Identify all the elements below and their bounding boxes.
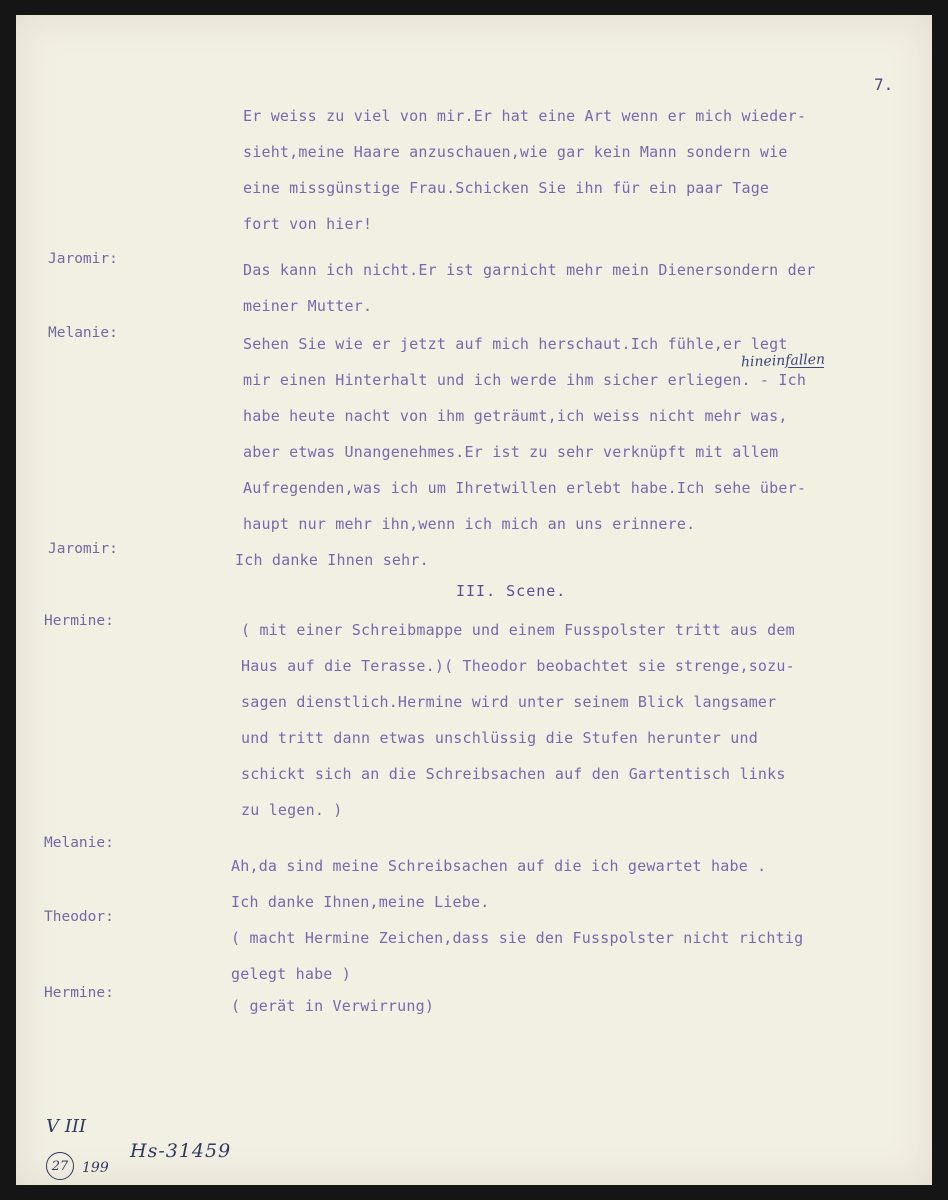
text-line: schickt sich an die Schreibsachen auf den Gartentisch links [241, 765, 786, 783]
speaker-label: Hermine: [44, 985, 114, 1001]
text-line: Das kann ich nicht.Er ist garnicht mehr mein Dienersondern der [243, 261, 816, 279]
text-line: ( mit einer Schreibmappe und einem Fusspolster tritt aus dem [241, 621, 795, 639]
archive-volume-mark: V III [46, 1116, 87, 1137]
text-line: eine missgünstige Frau.Schicken Sie ihn für ein paar Tage [243, 179, 770, 197]
page-number: 7. [874, 75, 894, 94]
speaker-label: Melanie: [44, 835, 114, 851]
scene-heading: III. Scene. [456, 582, 567, 600]
text-line: zu legen. ) [241, 801, 343, 819]
archive-folio: 199 [82, 1160, 109, 1176]
text-line: ( gerät in Verwirrung) [231, 997, 435, 1015]
text-line: ( macht Hermine Zeichen,dass sie den Fusspolster nicht richtig [231, 929, 804, 947]
speaker-label: Melanie: [48, 325, 118, 341]
strikethrough-mark [788, 367, 824, 368]
speaker-label: Theodor: [44, 909, 114, 925]
text-line: fort von hier! [243, 215, 373, 233]
text-line: Ich danke Ihnen,meine Liebe. [231, 893, 490, 911]
speaker-label: Jaromir: [48, 541, 118, 557]
text-line: haupt nur mehr ihn,wenn ich mich an uns erinnere. [243, 515, 696, 533]
text-line: Haus auf die Terasse.)( Theodor beobachtet sie strenge,sozu- [241, 657, 795, 675]
text-line: mir einen Hinterhalt und ich werde ihm sicher erliegen. - Ich [243, 371, 807, 389]
text-line: meiner Mutter. [243, 297, 373, 315]
text-line: aber etwas Unangenehmes.Er ist zu sehr verknüpft mit allem [243, 443, 779, 461]
speaker-label: Hermine: [44, 613, 114, 629]
text-line: Ah,da sind meine Schreibsachen auf die ich gewartet habe . [231, 857, 767, 875]
archive-signature: Hs-31459 [130, 1140, 232, 1162]
handwritten-correction: hineinfallen [740, 351, 826, 371]
text-line: Aufregenden,was ich um Ihretwillen erlebt habe.Ich sehe über- [243, 479, 807, 497]
speaker-label: Jaromir: [48, 251, 118, 267]
text-line: sieht,meine Haare anzuschauen,wie gar kein Mann sondern wie [243, 143, 788, 161]
text-line: und tritt dann etwas unschlüssig die Stufen herunter und [241, 729, 758, 747]
text-line: sagen dienstlich.Hermine wird unter seinem Blick langsamer [241, 693, 777, 711]
text-line: Ich danke Ihnen sehr. [235, 551, 429, 569]
text-line: Sehen Sie wie er jetzt auf mich herschaut.Ich fühle,er legt [243, 335, 788, 353]
text-line: Er weiss zu viel von mir.Er hat eine Art wenn er mich wieder- [243, 107, 807, 125]
manuscript-page [16, 15, 932, 1185]
archive-circle-number: 27 [46, 1152, 74, 1180]
text-line: habe heute nacht von ihm geträumt,ich weiss nicht mehr was, [243, 407, 788, 425]
text-line: gelegt habe ) [231, 965, 351, 983]
